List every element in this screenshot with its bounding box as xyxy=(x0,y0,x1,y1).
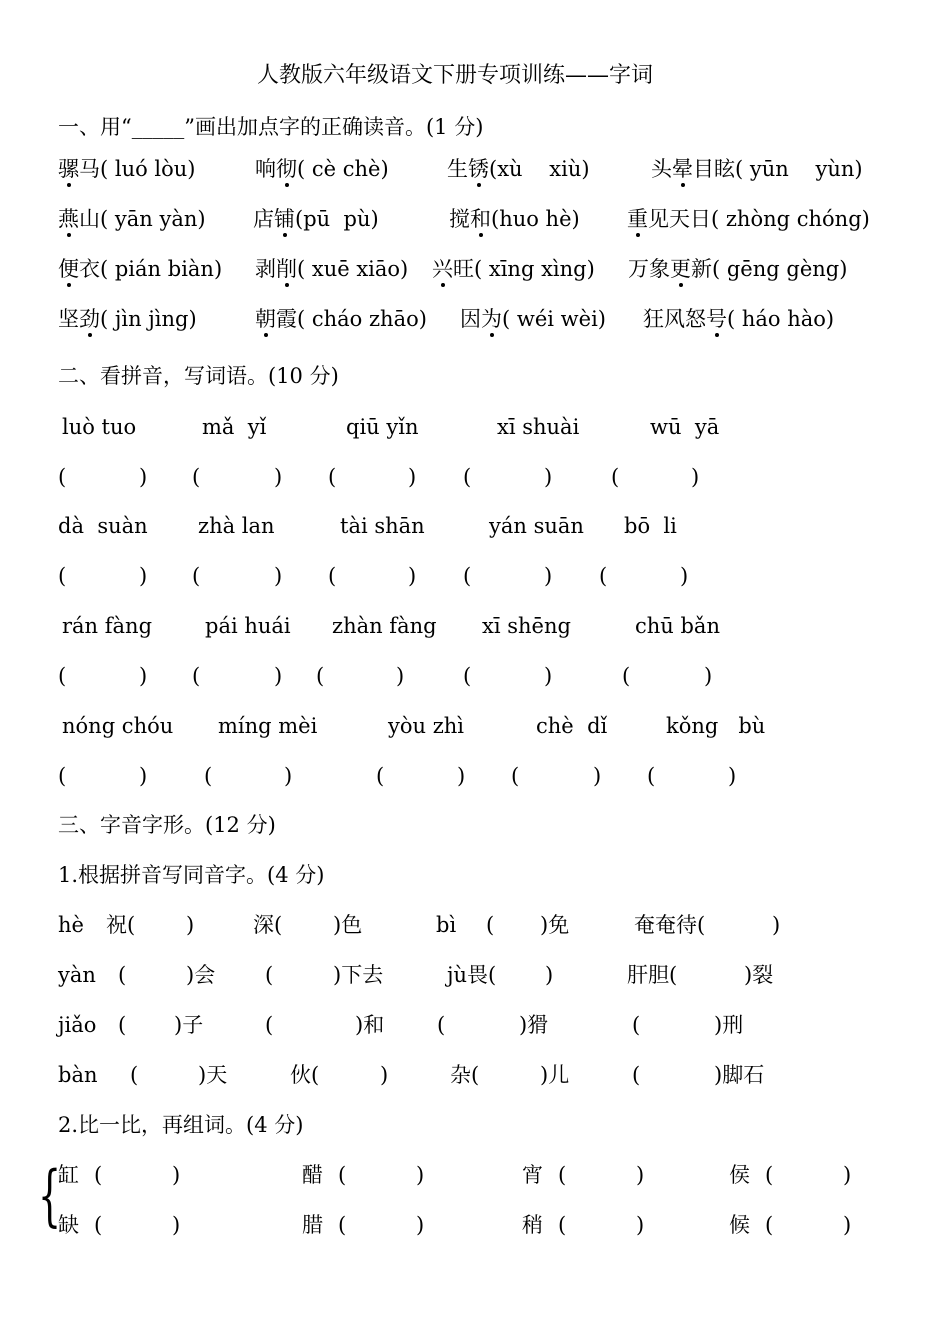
compare-character: 腊 xyxy=(302,1213,323,1237)
answer-bracket-close: ) xyxy=(680,564,689,588)
dotted-character: 劲 xyxy=(79,307,100,331)
answer-bracket-open: ( xyxy=(192,564,201,588)
dotted-character: 燕 xyxy=(58,207,79,231)
item-pinyin-options: (xù xiù) xyxy=(489,157,590,181)
homophone-fragment: ( xyxy=(265,963,274,987)
item-pinyin-options: ( xuē xiāo) xyxy=(297,257,409,281)
item-prefix: 坚 xyxy=(58,307,79,331)
compare-character: 侯 xyxy=(729,1163,750,1187)
item-pinyin-options: 衣( pián biàn) xyxy=(79,257,223,281)
dotted-character: 为 xyxy=(481,307,502,331)
pinyin-prompt: dà suàn xyxy=(58,514,148,538)
answer-bracket-close: ) xyxy=(396,664,405,688)
item-pinyin-options: 目眩( yūn yùn) xyxy=(693,157,863,181)
answer-bracket-close: ) xyxy=(544,465,553,489)
answer-bracket-open: ( xyxy=(765,1213,774,1237)
dotted-character: 彻 xyxy=(276,157,297,181)
reading-item xyxy=(447,156,590,182)
answer-bracket-close: ) xyxy=(274,465,283,489)
answer-bracket-close: ) xyxy=(139,664,148,688)
homophone-fragment: )子 xyxy=(174,1013,204,1037)
reading-item xyxy=(58,256,222,282)
pinyin-prompt: chè dǐ xyxy=(536,714,608,738)
pinyin-prompt: wū yā xyxy=(650,415,720,439)
reading-item xyxy=(255,256,408,282)
homophone-fragment: )猾 xyxy=(519,1013,549,1037)
brace-symbol: { xyxy=(38,1157,62,1234)
item-prefix: 狂风怒 xyxy=(643,307,706,331)
answer-bracket-open: ( xyxy=(338,1163,347,1187)
item-pinyin-options: ( wéi wèi) xyxy=(502,307,606,331)
pinyin-prompt: xī shuài xyxy=(497,415,580,439)
item-pinyin-options: 马( luó lòu) xyxy=(79,157,196,181)
answer-bracket-open: ( xyxy=(58,764,67,788)
answer-bracket-open: ( xyxy=(647,764,656,788)
compare-character: 宵 xyxy=(522,1163,543,1187)
homophone-fragment: 杂( xyxy=(450,1063,480,1087)
item-pinyin-options: ( cè chè) xyxy=(297,157,389,181)
answer-bracket-close: ) xyxy=(408,564,417,588)
item-prefix: 剥 xyxy=(255,257,276,281)
pinyin-prompt: míng mèi xyxy=(218,714,318,738)
dotted-character: 骡 xyxy=(58,157,79,181)
answer-bracket-open: ( xyxy=(328,465,337,489)
answer-bracket-close: ) xyxy=(728,764,737,788)
item-pinyin-options: 新( gēng gèng) xyxy=(691,257,848,281)
answer-bracket-open: ( xyxy=(463,465,472,489)
pinyin-prompt: luò tuo xyxy=(62,415,137,439)
answer-bracket-close: ) xyxy=(704,664,713,688)
item-prefix: 因 xyxy=(460,307,481,331)
homophone-fragment: ( xyxy=(118,1013,127,1037)
homophone-fragment: )免 xyxy=(540,913,570,937)
homophone-fragment: )儿 xyxy=(540,1063,570,1087)
answer-bracket-close: ) xyxy=(274,664,283,688)
reading-item xyxy=(651,156,863,182)
answer-bracket-open: ( xyxy=(765,1163,774,1187)
homophone-fragment: hè xyxy=(58,913,84,937)
homophone-fragment: )脚石 xyxy=(714,1063,765,1087)
pinyin-prompt: yán suān xyxy=(489,514,584,538)
answer-bracket-close: ) xyxy=(691,465,700,489)
homophone-fragment: )刑 xyxy=(714,1013,744,1037)
answer-bracket-open: ( xyxy=(192,664,201,688)
answer-bracket-open: ( xyxy=(328,564,337,588)
homophone-fragment: 伙( xyxy=(290,1063,320,1087)
answer-bracket-open: ( xyxy=(58,564,67,588)
answer-bracket-close: ) xyxy=(416,1163,425,1187)
answer-bracket-open: ( xyxy=(376,764,385,788)
homophone-fragment: ( xyxy=(130,1063,139,1087)
pinyin-prompt: zhà lan xyxy=(198,514,275,538)
compare-character: 稍 xyxy=(522,1213,543,1237)
answer-bracket-open: ( xyxy=(316,664,325,688)
homophone-fragment: yàn xyxy=(58,963,96,987)
item-prefix: 搅 xyxy=(449,207,470,231)
homophone-fragment: )和 xyxy=(355,1013,385,1037)
answer-bracket-close: ) xyxy=(172,1213,181,1237)
pinyin-prompt: mǎ yǐ xyxy=(202,415,267,439)
reading-item xyxy=(449,206,580,232)
item-pinyin-options: 旺( xīng xìng) xyxy=(453,257,595,281)
reading-item xyxy=(643,306,834,332)
dotted-character: 更 xyxy=(670,257,691,281)
dotted-character: 便 xyxy=(58,257,79,281)
dotted-character: 铺 xyxy=(274,207,295,231)
item-prefix: 万象 xyxy=(628,257,670,281)
dotted-character: 和 xyxy=(470,207,491,231)
answer-bracket-close: ) xyxy=(636,1213,645,1237)
answer-bracket-open: ( xyxy=(463,664,472,688)
homophone-fragment: 肝胆( xyxy=(627,963,678,987)
reading-item xyxy=(58,306,197,332)
answer-bracket-close: ) xyxy=(843,1163,852,1187)
homophone-fragment: 祝( xyxy=(106,913,136,937)
reading-item xyxy=(58,206,206,232)
answer-bracket-close: ) xyxy=(544,564,553,588)
homophone-fragment: bàn xyxy=(58,1063,98,1087)
homophone-fragment: 深( xyxy=(253,913,283,937)
item-pinyin-options: (pū pù) xyxy=(295,207,379,231)
item-pinyin-options: 山( yān yàn) xyxy=(79,207,206,231)
compare-character: 醋 xyxy=(302,1163,323,1187)
pinyin-prompt: rán fàng xyxy=(62,614,153,638)
answer-bracket-open: ( xyxy=(94,1213,103,1237)
dotted-character: 重 xyxy=(627,207,648,231)
dotted-character: 号 xyxy=(706,307,727,331)
answer-bracket-open: ( xyxy=(599,564,608,588)
answer-bracket-open: ( xyxy=(58,465,67,489)
pinyin-prompt: qiū yǐn xyxy=(346,415,419,439)
answer-bracket-close: ) xyxy=(457,764,466,788)
dotted-character: 削 xyxy=(276,257,297,281)
answer-bracket-open: ( xyxy=(611,465,620,489)
homophone-fragment: ( xyxy=(632,1063,641,1087)
compare-character: 缺 xyxy=(58,1213,79,1237)
pinyin-prompt: nóng chóu xyxy=(62,714,174,738)
item-pinyin-options: ( jìn jìng) xyxy=(100,307,197,331)
dotted-character: 兴 xyxy=(432,257,453,281)
item-prefix: 头 xyxy=(651,157,672,181)
item-pinyin-options: (huo hè) xyxy=(491,207,580,231)
homophone-fragment: ) xyxy=(186,913,195,937)
homophone-fragment: )裂 xyxy=(744,963,774,987)
homophone-fragment: jù畏( xyxy=(447,963,497,987)
homophone-fragment: ) xyxy=(380,1063,389,1087)
answer-bracket-close: ) xyxy=(636,1163,645,1187)
answer-bracket-close: ) xyxy=(139,764,148,788)
part1-heading: 1.根据拼音写同音字。(4 分) xyxy=(58,863,325,887)
item-prefix: 响 xyxy=(255,157,276,181)
answer-bracket-close: ) xyxy=(172,1163,181,1187)
answer-bracket-open: ( xyxy=(558,1163,567,1187)
page-title: 人教版六年级语文下册专项训练——字词 xyxy=(256,63,653,88)
item-prefix: 店 xyxy=(253,207,274,231)
compare-character: 候 xyxy=(729,1213,750,1237)
homophone-fragment: )天 xyxy=(198,1063,228,1087)
answer-bracket-close: ) xyxy=(416,1213,425,1237)
pinyin-prompt: kǒng bù xyxy=(666,714,766,738)
reading-item xyxy=(627,206,870,232)
pinyin-prompt: zhàn fàng xyxy=(332,614,437,638)
homophone-fragment: ( xyxy=(265,1013,274,1037)
answer-bracket-open: ( xyxy=(622,664,631,688)
reading-item xyxy=(432,256,595,282)
answer-bracket-open: ( xyxy=(204,764,213,788)
pinyin-prompt: pái huái xyxy=(205,614,291,638)
dotted-character: 朝 xyxy=(255,307,276,331)
section3-heading: 三、字音字形。(12 分) xyxy=(58,813,276,837)
homophone-fragment: ( xyxy=(118,963,127,987)
reading-item xyxy=(58,156,196,182)
reading-item xyxy=(255,306,427,332)
homophone-fragment: ( xyxy=(437,1013,446,1037)
answer-bracket-close: ) xyxy=(593,764,602,788)
homophone-fragment: )色 xyxy=(333,913,363,937)
homophone-fragment: ( xyxy=(632,1013,641,1037)
item-pinyin-options: 霞( cháo zhāo) xyxy=(276,307,427,331)
answer-bracket-open: ( xyxy=(558,1213,567,1237)
part2-heading: 2.比一比，再组词。(4 分) xyxy=(58,1113,304,1137)
answer-bracket-close: ) xyxy=(139,465,148,489)
pinyin-prompt: bō li xyxy=(624,514,677,538)
answer-bracket-close: ) xyxy=(139,564,148,588)
dotted-character: 晕 xyxy=(672,157,693,181)
reading-item xyxy=(628,256,847,282)
homophone-fragment: ) xyxy=(545,963,554,987)
answer-bracket-close: ) xyxy=(274,564,283,588)
dotted-character: 锈 xyxy=(468,157,489,181)
homophone-fragment: ) xyxy=(772,913,781,937)
homophone-fragment: 奄奄待( xyxy=(634,913,706,937)
reading-item xyxy=(255,156,389,182)
answer-bracket-open: ( xyxy=(463,564,472,588)
section2-heading: 二、看拼音，写词语。(10 分) xyxy=(58,364,339,388)
answer-bracket-open: ( xyxy=(192,465,201,489)
pinyin-prompt: tài shān xyxy=(340,514,425,538)
pinyin-prompt: xī shēng xyxy=(482,614,571,638)
pinyin-prompt: yòu zhì xyxy=(388,714,465,738)
pinyin-prompt: chū bǎn xyxy=(635,614,720,638)
homophone-fragment: )会 xyxy=(186,963,216,987)
answer-bracket-close: ) xyxy=(284,764,293,788)
reading-item xyxy=(460,306,606,332)
item-pinyin-options: ( háo hào) xyxy=(727,307,835,331)
section1-heading: 一、用“_____”画出加点字的正确读音。(1 分) xyxy=(58,115,484,139)
item-lead: 生 xyxy=(447,157,468,181)
answer-bracket-open: ( xyxy=(338,1213,347,1237)
answer-bracket-close: ) xyxy=(843,1213,852,1237)
answer-bracket-close: ) xyxy=(408,465,417,489)
answer-bracket-open: ( xyxy=(511,764,520,788)
reading-item xyxy=(253,206,379,232)
homophone-fragment: )下去 xyxy=(333,963,384,987)
answer-bracket-open: ( xyxy=(58,664,67,688)
answer-bracket-open: ( xyxy=(94,1163,103,1187)
homophone-fragment: bì xyxy=(436,913,457,937)
answer-bracket-close: ) xyxy=(544,664,553,688)
compare-character: 缸 xyxy=(58,1163,79,1187)
item-pinyin-options: 见天日( zhòng chóng) xyxy=(648,207,870,231)
homophone-fragment: ( xyxy=(486,913,495,937)
homophone-fragment: jiǎo xyxy=(58,1013,97,1037)
